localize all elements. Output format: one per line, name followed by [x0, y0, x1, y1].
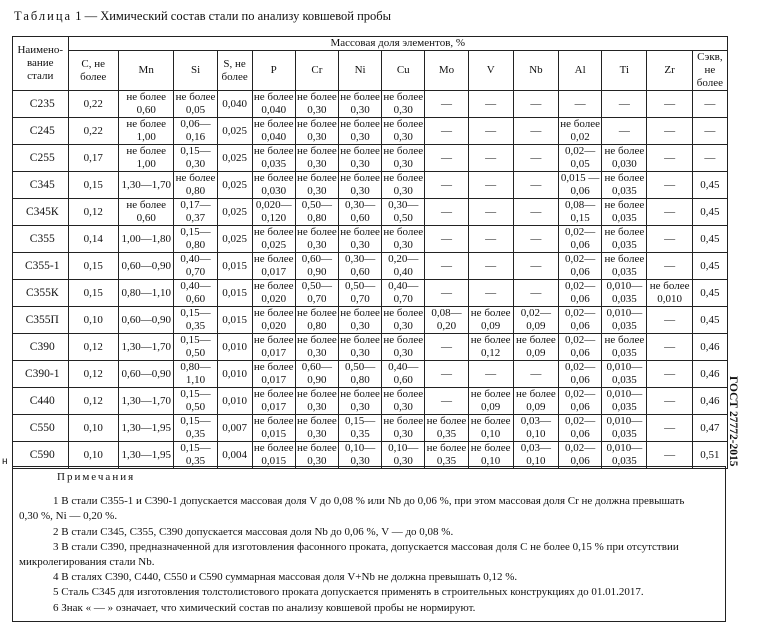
table-cell: не более 0,30: [383, 415, 424, 440]
table-cell: —: [468, 118, 513, 145]
table-cell: не более 0,015: [253, 442, 294, 467]
table-cell: 0,10— 0,30: [382, 442, 425, 469]
table-row: [13, 280, 728, 307]
table-cell: 0,02— 0,06: [559, 361, 602, 388]
table-cell: —: [513, 91, 558, 118]
table-cell: 0,50— 0,80: [338, 361, 381, 388]
table-cell: не более 0,30: [340, 388, 380, 413]
table-cell: 0,45: [692, 172, 727, 199]
steel-grade-cell: С590: [13, 442, 69, 469]
table-cell: 0,010: [217, 334, 252, 361]
table-cell: не более 0,12: [468, 334, 513, 361]
table-cell: 0,80—1,10: [118, 280, 174, 307]
table-cell: 0,50— 0,70: [338, 280, 381, 307]
table-cell: 0,40— 0,70: [174, 253, 217, 280]
steel-grade-cell: С355П: [13, 307, 69, 334]
note-3-cont: микролегирования стали Nb.: [19, 556, 155, 569]
table-cell: —: [425, 199, 468, 226]
table-caption: [14, 9, 391, 24]
table-cell: 0,47: [692, 415, 727, 442]
table-cell: —: [468, 91, 513, 118]
table-cell: 0,46: [692, 334, 727, 361]
table-cell: не более 0,040: [253, 91, 294, 116]
table-cell: 0,02— 0,06: [559, 226, 602, 253]
table-cell: 0,30— 0,60: [338, 253, 381, 280]
table-cell: —: [425, 253, 468, 280]
table-cell: 0,14: [68, 226, 118, 253]
table-cell: 0,010: [217, 361, 252, 388]
table-cell: —: [513, 118, 558, 145]
table-cell: —: [647, 361, 692, 388]
table-cell: не более 0,80: [175, 172, 216, 197]
steel-grade-cell: С390: [13, 334, 69, 361]
table-cell: 0,60— 0,90: [295, 253, 338, 280]
header-col: Zr: [647, 51, 692, 91]
table-cell: —: [468, 253, 513, 280]
table-row: [13, 91, 728, 118]
table-cell: —: [647, 442, 692, 469]
table-cell: —: [425, 172, 468, 199]
table-cell: не более 0,35: [426, 415, 467, 440]
table-cell: 0,30— 0,50: [382, 199, 425, 226]
table-cell: не более 0,025: [253, 226, 294, 251]
table-cell: 1,30—1,95: [118, 442, 174, 469]
table-cell: 1,30—1,70: [118, 388, 174, 415]
table-cell: —: [513, 361, 558, 388]
table-cell: 0,50— 0,80: [295, 199, 338, 226]
table-cell: 0,51: [692, 442, 727, 469]
table-cell: 0,12: [68, 361, 118, 388]
table-cell: —: [513, 145, 558, 172]
table-cell: 0,30— 0,60: [338, 199, 381, 226]
table-cell: —: [647, 334, 692, 361]
table-cell: 0,025: [217, 172, 252, 199]
table-cell: —: [559, 91, 602, 118]
note-2: 2 В стали С345, С355, С390 допускается массовая доля Nb до 0,06 %, V — до 0,08 %.: [53, 525, 454, 538]
table-cell: не более 0,30: [297, 388, 337, 413]
table-cell: —: [647, 172, 692, 199]
table-cell: 0,010— 0,035: [602, 388, 647, 415]
table-cell: 0,02— 0,06: [559, 307, 602, 334]
table-cell: не более 0,30: [297, 442, 337, 467]
table-cell: —: [647, 91, 692, 118]
table-cell: не более 0,035: [602, 334, 647, 361]
table-cell: 0,02— 0,06: [559, 388, 602, 415]
table-cell: 0,22: [68, 118, 118, 145]
table-cell: —: [425, 226, 468, 253]
table-cell: 0,15— 0,35: [338, 415, 381, 442]
table-cell: —: [692, 145, 727, 172]
table-cell: 0,45: [692, 280, 727, 307]
table-cell: 0,015: [217, 307, 252, 334]
table-cell: не более 0,30: [383, 388, 424, 413]
table-cell: не более 0,035: [602, 199, 647, 226]
header-col: V: [468, 51, 513, 91]
table-cell: 0,60—0,90: [118, 253, 174, 280]
table-cell: не более 0,035: [602, 253, 647, 280]
table-cell: —: [692, 91, 727, 118]
table-cell: 0,12: [68, 199, 118, 226]
steel-grade-cell: С390-1: [13, 361, 69, 388]
steel-grade-cell: С345: [13, 172, 69, 199]
table-cell: 0,010— 0,035: [602, 415, 647, 442]
table-row: [13, 226, 728, 253]
steel-grade-cell: С355: [13, 226, 69, 253]
table-cell: 0,60—0,90: [118, 361, 174, 388]
table-cell: —: [468, 226, 513, 253]
steel-grade-cell: С235: [13, 91, 69, 118]
table-cell: 0,02— 0,06: [559, 442, 602, 469]
table-cell: 0,15: [68, 253, 118, 280]
table-cell: —: [425, 118, 468, 145]
table-cell: не более 0,30: [383, 334, 424, 359]
table-cell: —: [513, 253, 558, 280]
table-cell: 0,45: [692, 199, 727, 226]
table-cell: 0,46: [692, 361, 727, 388]
table-cell: 0,15— 0,35: [174, 442, 217, 469]
table-cell: не более 0,30: [340, 91, 380, 116]
table-cell: не более 0,30: [340, 226, 380, 251]
table-cell: 0,02— 0,06: [559, 280, 602, 307]
table-cell: 0,15— 0,80: [174, 226, 217, 253]
table-cell: —: [647, 145, 692, 172]
caption-text: 1 — Химический состав стали по анализу ковшевой пробы: [72, 9, 392, 23]
table-cell: 1,30—1,70: [118, 172, 174, 199]
caption-prefix: Таблица: [14, 9, 73, 23]
table-cell: не более 0,040: [253, 118, 294, 143]
header-col: Cr: [295, 51, 338, 91]
table-cell: 0,60—0,90: [118, 307, 174, 334]
table-cell: —: [425, 145, 468, 172]
table-cell: 0,45: [692, 253, 727, 280]
table-cell: не более 0,02: [560, 118, 600, 143]
steel-grade-cell: С255: [13, 145, 69, 172]
table-cell: 0,010— 0,035: [602, 361, 647, 388]
table-cell: 0,15: [68, 172, 118, 199]
table-cell: 0,015: [217, 253, 252, 280]
table-cell: не более 0,020: [253, 307, 294, 332]
table-cell: не более 0,035: [253, 145, 294, 170]
table-cell: не более 1,00: [118, 118, 174, 145]
steel-grade-cell: С355-1: [13, 253, 69, 280]
table-cell: —: [602, 118, 647, 145]
table-cell: не более 0,035: [602, 226, 647, 253]
table-cell: 0,17: [68, 145, 118, 172]
table-cell: 0,004: [217, 442, 252, 469]
table-cell: 0,010: [217, 388, 252, 415]
table-cell: 0,010— 0,035: [602, 280, 647, 307]
table-cell: —: [647, 415, 692, 442]
table-cell: 0,15— 0,35: [174, 307, 217, 334]
table-cell: 0,025: [217, 199, 252, 226]
header-grade: Наимено-вание стали: [13, 37, 69, 91]
table-cell: не более 0,10: [468, 415, 513, 442]
table-row: [13, 199, 728, 226]
table-cell: 0,020— 0,120: [252, 199, 295, 226]
header-col: Si: [174, 51, 217, 91]
table-cell: не более 0,30: [383, 226, 424, 251]
table-cell: 0,45: [692, 307, 727, 334]
table-cell: не более 0,09: [468, 307, 513, 334]
table-cell: 1,30—1,95: [118, 415, 174, 442]
table-cell: —: [647, 307, 692, 334]
table-row: [13, 442, 728, 469]
table-row: [13, 388, 728, 415]
table-cell: не более 0,09: [513, 334, 558, 361]
composition-table: [12, 36, 728, 469]
table-row: [13, 334, 728, 361]
table-cell: —: [647, 118, 692, 145]
table-cell: не более 0,030: [253, 172, 294, 197]
table-cell: не более 0,30: [340, 118, 380, 143]
table-cell: не более 0,30: [383, 118, 424, 143]
table-cell: 0,015: [217, 280, 252, 307]
table-cell: не более 0,30: [340, 334, 380, 359]
table-cell: не более 0,09: [468, 388, 513, 415]
table-cell: 0,08— 0,20: [425, 307, 468, 334]
table-cell: 0,40— 0,60: [382, 361, 425, 388]
table-cell: 0,12: [68, 334, 118, 361]
table-cell: 0,02— 0,06: [559, 334, 602, 361]
header-col: Cu: [382, 51, 425, 91]
table-cell: не более 0,30: [383, 172, 424, 197]
notes-block: [12, 466, 726, 622]
table-cell: не более 1,00: [118, 145, 174, 172]
table-cell: 1,00—1,80: [118, 226, 174, 253]
table-cell: 0,02— 0,05: [559, 145, 602, 172]
table-cell: не более 0,60: [118, 199, 174, 226]
table-cell: не более 0,35: [426, 442, 467, 467]
table-cell: —: [468, 199, 513, 226]
table-cell: не более 0,30: [383, 307, 424, 332]
table-cell: не более 0,30: [297, 226, 337, 251]
table-cell: 0,10: [68, 442, 118, 469]
table-cell: не более 0,60: [118, 91, 174, 118]
steel-grade-cell: С355К: [13, 280, 69, 307]
table-cell: 0,03— 0,10: [513, 442, 558, 469]
table-cell: 0,025: [217, 145, 252, 172]
note-6: 6 Знак « — » означает, что химический состав по анализу ковшевой пробы не нормируют.: [53, 601, 476, 614]
header-col: P: [252, 51, 295, 91]
table-cell: не более 0,30: [297, 145, 337, 170]
note-1: 1 В стали С355-1 и С390-1 допускается массовая доля V до 0,08 % или Nb до 0,06 %, при этом массовая доля Cr не должна превышать: [53, 495, 685, 508]
table-cell: не более 0,30: [340, 145, 380, 170]
table-row: [13, 415, 728, 442]
table-cell: —: [468, 172, 513, 199]
table-cell: не более 0,015: [253, 415, 294, 440]
table-cell: не более 0,10: [468, 442, 513, 469]
table-cell: не более 0,017: [253, 388, 294, 413]
table-cell: 0,40— 0,60: [174, 280, 217, 307]
table-cell: не более 0,30: [297, 118, 337, 143]
table-cell: 1,30—1,70: [118, 334, 174, 361]
note-5: 5 Сталь С345 для изготовления толстолистового проката допускается применять в строительных конструкциях до 01.01.2017.: [53, 586, 644, 599]
table-row: [13, 118, 728, 145]
table-row: [13, 253, 728, 280]
header-col: C, не более: [68, 51, 118, 91]
table-cell: 0,040: [217, 91, 252, 118]
table-cell: не более 0,030: [602, 145, 647, 172]
table-cell: не более 0,017: [253, 361, 294, 386]
table-cell: не более 0,017: [253, 253, 294, 278]
table-cell: —: [602, 91, 647, 118]
table-cell: не более 0,30: [383, 91, 424, 116]
table-cell: 0,46: [692, 388, 727, 415]
table-cell: не более 0,010: [647, 280, 692, 307]
header-col: Mo: [425, 51, 468, 91]
table-row: [13, 361, 728, 388]
table-cell: 0,03— 0,10: [513, 415, 558, 442]
table-cell: не более 0,30: [297, 91, 337, 116]
header-col: Mn: [118, 51, 174, 91]
table-cell: —: [468, 280, 513, 307]
header-col: Сэкв, не более: [692, 51, 727, 91]
table-cell: 0,22: [68, 91, 118, 118]
table-cell: 0,015 —0,06: [559, 172, 602, 199]
table-cell: не более 0,30: [297, 334, 337, 359]
table-cell: —: [513, 199, 558, 226]
table-row: [13, 145, 728, 172]
table-cell: —: [692, 118, 727, 145]
table-cell: 0,15— 0,50: [174, 388, 217, 415]
header-col: Nb: [513, 51, 558, 91]
table-cell: —: [425, 361, 468, 388]
table-cell: 0,010— 0,035: [602, 442, 647, 469]
table-cell: 0,60— 0,90: [295, 361, 338, 388]
header-col: Ni: [338, 51, 381, 91]
table-cell: 0,10: [68, 415, 118, 442]
steel-grade-cell: С440: [13, 388, 69, 415]
table-cell: 0,15: [68, 280, 118, 307]
table-cell: 0,20— 0,40: [382, 253, 425, 280]
table-cell: —: [647, 199, 692, 226]
table-cell: 0,17— 0,37: [174, 199, 217, 226]
table-cell: —: [425, 334, 468, 361]
table-cell: —: [425, 280, 468, 307]
table-cell: 0,12: [68, 388, 118, 415]
table-cell: —: [513, 280, 558, 307]
steel-grade-cell: С245: [13, 118, 69, 145]
table-cell: 0,08— 0,15: [559, 199, 602, 226]
header-col: Ti: [602, 51, 647, 91]
table-cell: 0,80— 1,10: [174, 361, 217, 388]
table-cell: не более 0,80: [297, 307, 337, 332]
table-cell: не более 0,30: [340, 172, 380, 197]
table-cell: не более 0,30: [297, 172, 337, 197]
table-cell: 0,40— 0,70: [382, 280, 425, 307]
note-3: 3 В стали С390, предназначенной для изготовления фасонного проката, допускается массовая доля С не более 0,15 % при отсутствии: [53, 540, 679, 553]
table-cell: —: [425, 388, 468, 415]
table-cell: не более 0,30: [340, 307, 380, 332]
table-cell: —: [468, 361, 513, 388]
steel-grade-cell: С550: [13, 415, 69, 442]
table-cell: 0,06— 0,16: [174, 118, 217, 145]
header-col: Al: [559, 51, 602, 91]
table-cell: 0,025: [217, 118, 252, 145]
table-cell: не более 0,035: [602, 172, 647, 199]
table-row: [13, 307, 728, 334]
table-cell: не более 0,09: [513, 388, 558, 415]
table-cell: —: [513, 172, 558, 199]
table-cell: 0,15— 0,30: [174, 145, 217, 172]
header-group: Массовая доля элементов, %: [68, 37, 727, 51]
table-cell: не более 0,05: [175, 91, 216, 116]
table-cell: 0,025: [217, 226, 252, 253]
note-4: 4 В сталях С390, С440, С550 и С590 суммарная массовая доля V+Nb не должна превышать 0,12 %.: [53, 571, 518, 584]
table-cell: 0,02— 0,06: [559, 253, 602, 280]
standard-id: ГОСТ 27772-2015: [727, 376, 739, 467]
table-cell: —: [647, 253, 692, 280]
table-cell: не более 0,30: [297, 415, 337, 440]
table-cell: 0,15— 0,35: [174, 415, 217, 442]
table-cell: —: [425, 91, 468, 118]
steel-grade-cell: С345К: [13, 199, 69, 226]
table-cell: 0,50— 0,70: [295, 280, 338, 307]
table-cell: 0,02— 0,06: [559, 415, 602, 442]
note-1-cont: 0,30 %, Ni — 0,20 %.: [19, 510, 118, 523]
table-cell: —: [513, 226, 558, 253]
table-row: [13, 172, 728, 199]
table-cell: —: [647, 226, 692, 253]
table-cell: не более 0,020: [253, 280, 294, 305]
notes-title: Примечания: [57, 471, 136, 483]
table-body: [13, 91, 728, 469]
table-cell: не более 0,017: [253, 334, 294, 359]
header-col: S, не более: [217, 51, 252, 91]
table-cell: 0,10: [68, 307, 118, 334]
table-cell: 0,007: [217, 415, 252, 442]
table-cell: —: [647, 388, 692, 415]
table-cell: 0,15— 0,50: [174, 334, 217, 361]
table-cell: 0,010— 0,035: [602, 307, 647, 334]
table-cell: 0,45: [692, 226, 727, 253]
table-cell: —: [468, 145, 513, 172]
table-cell: не более 0,30: [383, 145, 424, 170]
table-cell: 0,10— 0,30: [338, 442, 381, 469]
table-cell: 0,02— 0,09: [513, 307, 558, 334]
margin-mark: н: [2, 456, 8, 467]
